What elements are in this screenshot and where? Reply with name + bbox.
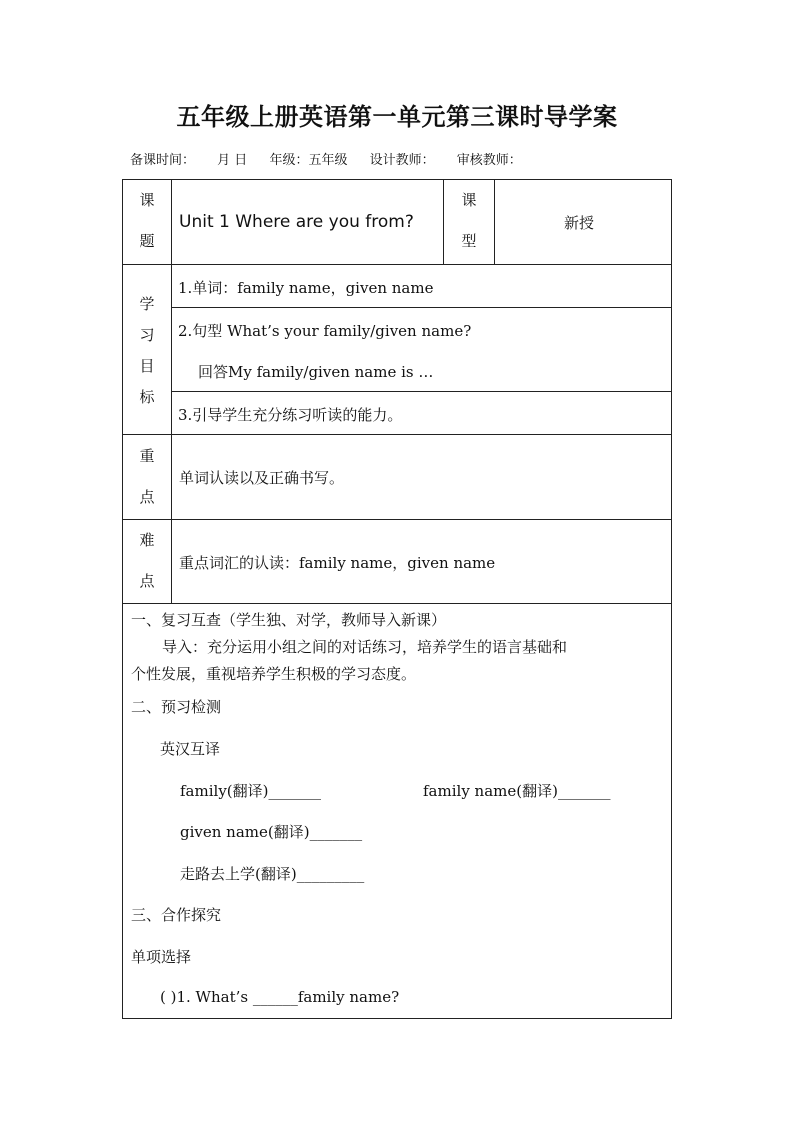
label-char: 目 xyxy=(139,357,155,375)
multiple-choice-question: ( )1. What’s ______family name? xyxy=(160,988,400,1006)
table-divider xyxy=(171,179,172,604)
translate-question: family(翻译)_______ xyxy=(180,782,321,800)
lesson-type: 新授 xyxy=(564,214,595,232)
table-border xyxy=(122,1018,672,1019)
section3-heading: 三、合作探究 xyxy=(131,906,222,924)
lesson-type-label xyxy=(445,190,493,252)
table-border xyxy=(122,264,672,265)
translate-question: given name(翻译)_______ xyxy=(180,823,363,841)
label-char: 点 xyxy=(139,572,155,590)
lesson-title: Unit 1 Where are you from? xyxy=(179,212,414,232)
page-title: 五年级上册英语第一单元第三课时导学案 xyxy=(176,103,618,131)
objectives-label xyxy=(123,294,171,408)
section3-sub: 单项选择 xyxy=(131,948,192,966)
section2-sub: 英汉互译 xyxy=(160,740,221,758)
section1-text: 导入：充分运用小组之间的对话练习，培养学生的语言基础和 xyxy=(162,638,568,656)
translate-question: family name(翻译)_______ xyxy=(423,782,611,800)
table-border xyxy=(671,179,672,1019)
table-border xyxy=(122,603,672,604)
label-char: 课 xyxy=(461,191,477,209)
objective-1: 1.单词：family name，given name xyxy=(178,279,434,297)
label-char: 习 xyxy=(139,326,155,344)
section1-heading: 一、复习互查（学生独、对学，教师导入新课） xyxy=(131,611,447,629)
table-divider xyxy=(171,307,672,308)
table-divider xyxy=(494,179,495,265)
reviewer-label: 审核教师： xyxy=(456,153,522,168)
section1-text: 个性发展，重视培养学生积极的学习态度。 xyxy=(131,665,417,683)
difficult-points-text: 重点词汇的认读：family name，given name xyxy=(179,554,496,572)
label-char: 课 xyxy=(139,191,155,209)
label-char: 型 xyxy=(461,232,477,250)
label-char: 难 xyxy=(139,531,155,549)
objective-2-answer: 回答My family/given name is … xyxy=(198,363,434,381)
objective-2: 2.句型 What’s your family/given name? xyxy=(178,322,472,340)
table-border xyxy=(122,434,672,435)
key-points-text: 单词认读以及正确书写。 xyxy=(179,469,345,487)
table-divider xyxy=(443,179,444,265)
designer-label: 设计教师： xyxy=(369,153,435,168)
key-points-label xyxy=(123,446,171,508)
table-border xyxy=(122,519,672,520)
label-char: 点 xyxy=(139,488,155,506)
label-char: 标 xyxy=(139,388,155,406)
month-day: 月 日 xyxy=(217,153,248,168)
label-char: 题 xyxy=(139,232,155,250)
translate-question: 走路去上学(翻译)_________ xyxy=(180,865,365,883)
grade-label: 年级：五年级 xyxy=(269,153,348,168)
section2-heading: 二、预习检测 xyxy=(131,698,222,716)
prep-time-label: 备课时间： xyxy=(130,153,196,168)
label-char: 学 xyxy=(139,295,155,313)
table-divider xyxy=(171,391,672,392)
lesson-label xyxy=(123,190,171,252)
difficult-points-label xyxy=(123,530,171,592)
objective-3: 3.引导学生充分练习听读的能力。 xyxy=(178,406,403,424)
table-border xyxy=(122,179,672,180)
label-char: 重 xyxy=(139,447,155,465)
